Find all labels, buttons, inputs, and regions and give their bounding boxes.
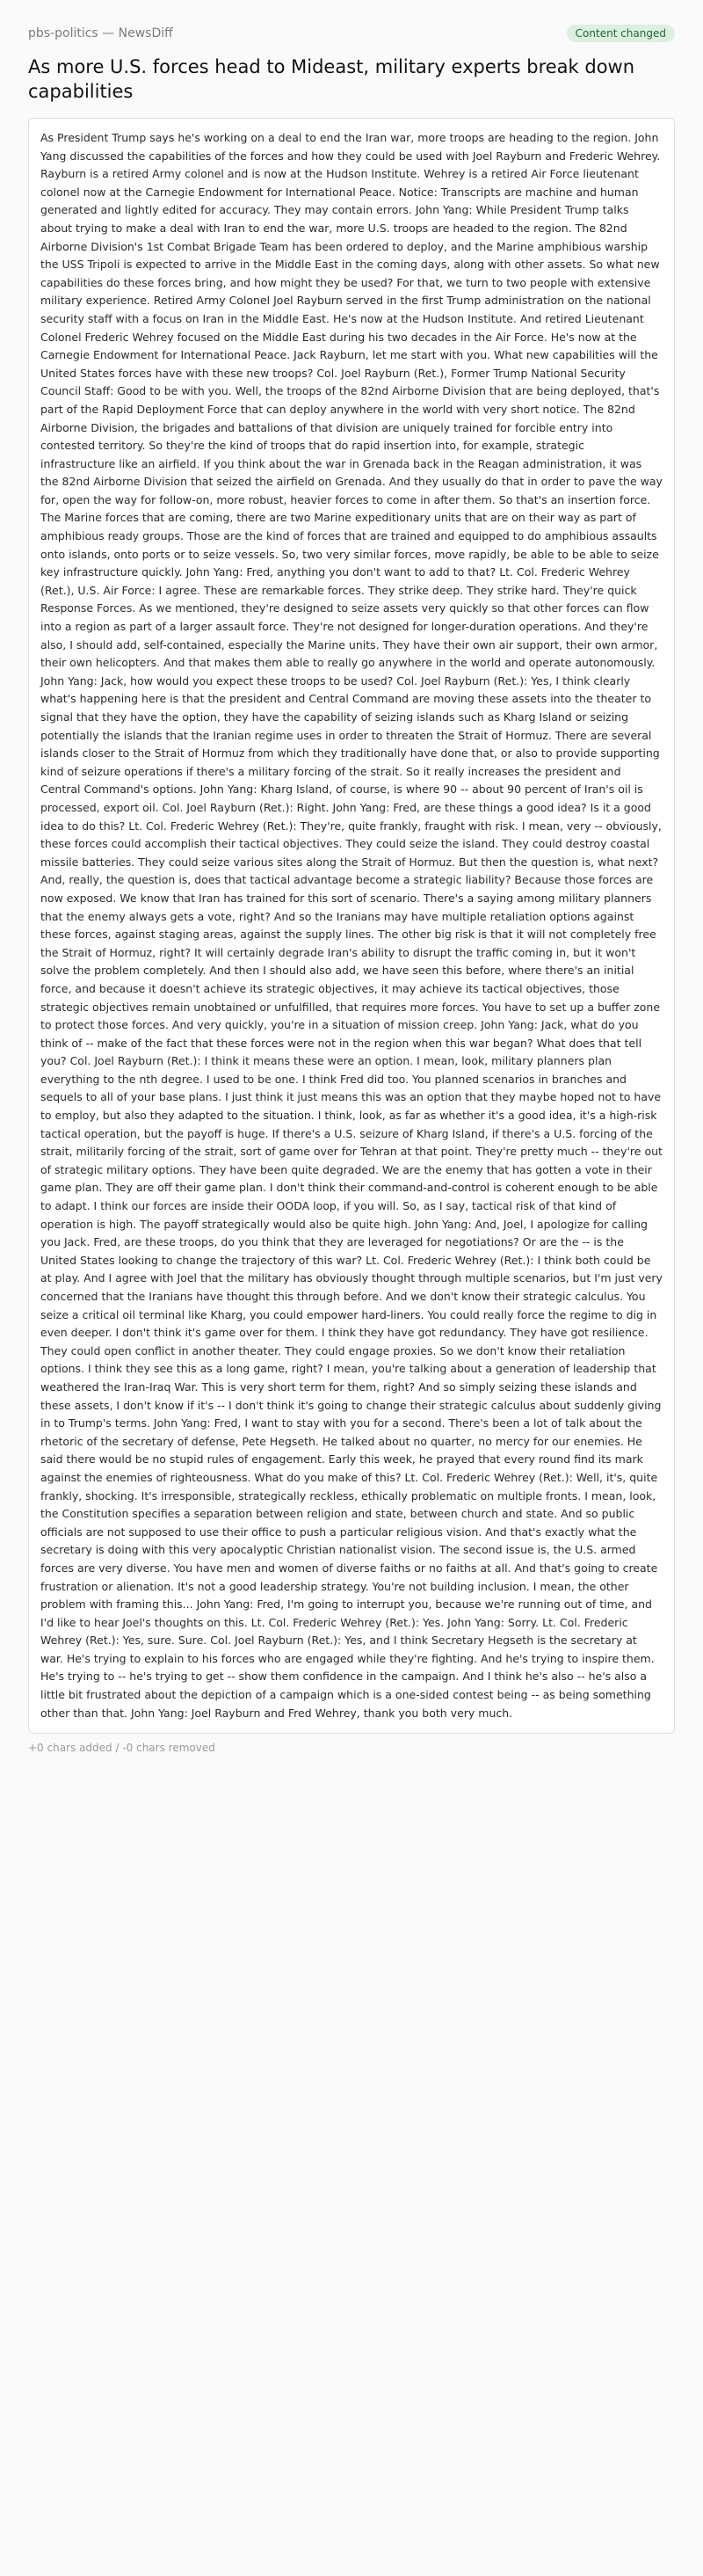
article-title: As more U.S. forces head to Mideast, military experts break down capabilities bbox=[28, 56, 635, 102]
article-body-text: As President Trump says he's working on a deal to end the Iran war, more troops are heading to the region. John Yang discussed the capabilities of the forces and how they could be used with Joel Rayburn and Frederic Wehrey. Rayburn is a retired Army colonel and is now at the Hudson Institute. Wehrey is a retired Air Force lieutenant colonel now at the Carnegie Endowment for International Peace. Notice: Transcripts are machine and human generated and lightly edited for accuracy. They may contain errors. John Yang: While President Trump talks about trying to make a deal with Iran to end the war, more U.S. troops are headed to the region. The 82nd Airborne Division's 1st Combat Brigade Team has been ordered to deploy, and the Marine amphibious warship the USS Tripoli is expected to arrive in the Middle East in the coming days, along with other assets. So what new capabilities do these forces bring, and how might they be used? For that, we turn to two people with extensive military experience. Retired Army Colonel Joel Rayburn served in the first Trump administration on the national security staff with a focus on Iran in the Middle East. He's now at the Hudson Institute. And retired Lieutenant Colonel Frederic Wehrey focused on the Middle East during his two decades in the Air Force. He's now at the Carnegie Endowment for International Peace. Jack Rayburn, let me start with you. What new capabilities will the United States forces have with these new troops? Col. Joel Rayburn (Ret.), Former Trump National Security Council Staff: Good to be with you. Well, the troops of the 82nd Airborne Division that are being deployed, that's part of the Rapid Deployment Force that can deploy anywhere in the world with very short notice. The 82nd Airborne Division, the brigades and battalions of that division are uniquely trained for forcible entry into contested territory. So they're the kind of troops that do rapid insertion into, for example, strategic infrastructure like an airfield. If you think about the war in Grenada back in the Reagan administration, it was the 82nd Airborne Division that seized the airfield on Grenada. And they usually do that in order to pave the way for, open the way for follow-on, more robust, heavier forces to come in after them. So that's an insertion force. The Marine forces that are coming, there are two Marine expeditionary units that are on their way as part of amphibious ready groups. Those are the kind of forces that are trained and equipped to do amphibious assaults onto islands, onto ports or to seize vessels. So, two very similar forces, move rapidly, be able to be able to seize key infrastructure quickly. John Yang: Fred, anything you don't want to add to that? Lt. Col. Frederic Wehrey (Ret.), U.S. Air Force: I agree. These are remarkable forces. They strike deep. They strike hard. They're quick Response Forces. As we mentioned, they're designed to seize assets very quickly so that other forces can flow into a region as part of a larger assault force. They're not designed for longer-duration operations. And they're also, I should add, self-contained, especially the Marine units. They have their own air support, their own armor, their own helicopters. And that makes them able to really go anywhere in the world and operate autonomously. John Yang: Jack, how would you expect these troops to be used? Col. Joel Rayburn (Ret.): Yes, I think clearly what's happening here is that the president and Central Command are moving these assets into the theater to signal that they have the option, they have the capability of seizing islands such as Kharg Island or seizing potentially the islands that the Iranian regime uses in order to threaten the Strait of Hormuz. There are several islands closer to the Strait of Hormuz from which they traditionally have done that, or also to provide supporting kind of seizure operations if there's a military forcing of the strait. So it really increases the president and Central Command's options. John Yang: Kharg Island, of course, is where 90 -- about 90 percent of Iran's oil is processed, export oil. Col. Joel Rayburn (Ret.): Right. John Yang: Fred, are these things a good idea? Is it a good idea to do this? Lt. Col. Frederic Wehrey (Ret.): They're, quite frankly, fraught with risk. I mean, very -- obviously, these forces could accomplish their tactical objectives. They could seize the island. They could destroy coastal missile batteries. They could seize various sites along the Strait of Hormuz. But then the question is, what next? And, really, the question is, does that tactical advantage become a strategic liability? Because those forces are now exposed. We know that Iran has trained for this sort of scenario. There's a saying among military planners that the enemy always gets a vote, right? And so the Iranians may have multiple retaliation options against these forces, against staging areas, against the supply lines. The other big risk is that it will not completely free the Strait of Hormuz, right? It will certainly degrade Iran's ability to disrupt the traffic coming in, but it won't solve the problem completely. And then I should also add, we have seen this before, where there's an initial force, and because it doesn't achieve its strategic objectives, it may achieve its tactical objectives, those strategic objectives remain unobtained or unfulfilled, that requires more forces. You have to set up a buffer zone to protect those forces. And very quickly, you're in a situation of mission creep. John Yang: Jack, what do you think of -- make of the fact that these forces were not in the region when this war began? What does that tell you? Col. Joel Rayburn (Ret.): I think it means these were an option. I mean, look, military planners plan everything to the nth degree. I used to be one. I think Fred did too. You planned scenarios in branches and sequels to all of your base plans. I just think it just means this was an option that they maybe hoped not to have to employ, but also they adapted to the situation. I think, look, as far as whether it's a good idea, it's a high-risk tactical operation, but the payoff is huge. If there's a U.S. seizure of Kharg Island, if there's a U.S. forcing of the strait, militarily forcing of the strait, sort of game over for Tehran at that point. They're pretty much -- they're out of strategic military options. They have been quite degraded. We are the enemy that has gotten a vote in their game plan. They are off their game plan. I don't think their command-and-control is coherent enough to be able to adapt. I think our forces are inside their OODA loop, if you will. So, as I say, tactical risk of that kind of operation is high. The payoff strategically would also be quite high. John Yang: And, Joel, I apologize for calling you Jack. Fred, are these troops, do you think that they are leveraged for negotiations? Or are the -- is the United States looking to change the trajectory of this war? Lt. Col. Frederic Wehrey (Ret.): I think both could be at play. And I agree with Joel that the military has obviously thought through multiple scenarios, but I'm just very concerned that the Iranians have thought this through before. And we don't know their strategic calculus. You seize a critical oil terminal like Kharg, you could empower hard-liners. You could really force the regime to dig in even deeper. I don't think it's game over for them. I think they have got redundancy. They have got resilience. They could open conflict in another theater. They could engage proxies. So we don't know their retaliation options. I think they see this as a long game, right? I mean, you're talking about a generation of leadership that weathered the Iran-Iraq War. This is very short term for them, right? And so simply seizing these islands and these assets, I don't know if it's -- I don't think it's going to change their strategic calculus about suddenly giving in to Trump's terms. John Yang: Fred, I want to stay with you for a second. There's been a lot of talk about the rhetoric of the secretary of defense, Pete Hegseth. He talked about no quarter, no mercy for our enemies. He said there would be no stupid rules of engagement. Early this week, he prayed that every round find its mark against the enemies of righteousness. What do you make of this? Lt. Col. Frederic Wehrey (Ret.): Well, it's, quite frankly, shocking. It's irresponsible, strategically reckless, ethically problematic on multiple fronts. I mean, look, the Constitution specifies a separation between religion and state, between church and state. And so public officials are not supposed to use their office to push a particular religious vision. And that's exactly what the secretary is doing with this very apocalyptic Christian nationalist vision. The second issue is, the U.S. armed forces are very diverse. You have men and women of diverse faiths or no faiths at all. And that's going to create frustration or alienation. It's not a good leadership strategy. You're not building inclusion. I mean, the other problem with framing this... John Yang: Fred, I'm going to interrupt you, because we're running out of time, and I'd like to hear Joel's thoughts on this. Lt. Col. Frederic Wehrey (Ret.): Yes. John Yang: Sorry. Lt. Col. Frederic Wehrey (Ret.): Yes, sure. Sure. Col. Joel Rayburn (Ret.): Yes, and I think Secretary Hegseth is the secretary at war. He's trying to explain to his forces who are engaged while they're fighting. And he's trying to inspire them. He's trying to -- he's trying to get -- show them confidence in the campaign. And I think he's also -- he's also a little bit frustrated about the depiction of a campaign which is a one-sided contest being -- as being something other than that. John Yang: Joel Rayburn and Fred Wehrey, thank you both very much. bbox=[40, 131, 663, 1720]
article-body-card bbox=[28, 118, 675, 1734]
site-label: pbs-politics — NewsDiff bbox=[28, 26, 173, 40]
diff-summary: +0 chars added / -0 chars removed bbox=[28, 1742, 215, 1755]
status-badge: Content changed bbox=[567, 25, 675, 42]
top-bar bbox=[28, 25, 675, 42]
